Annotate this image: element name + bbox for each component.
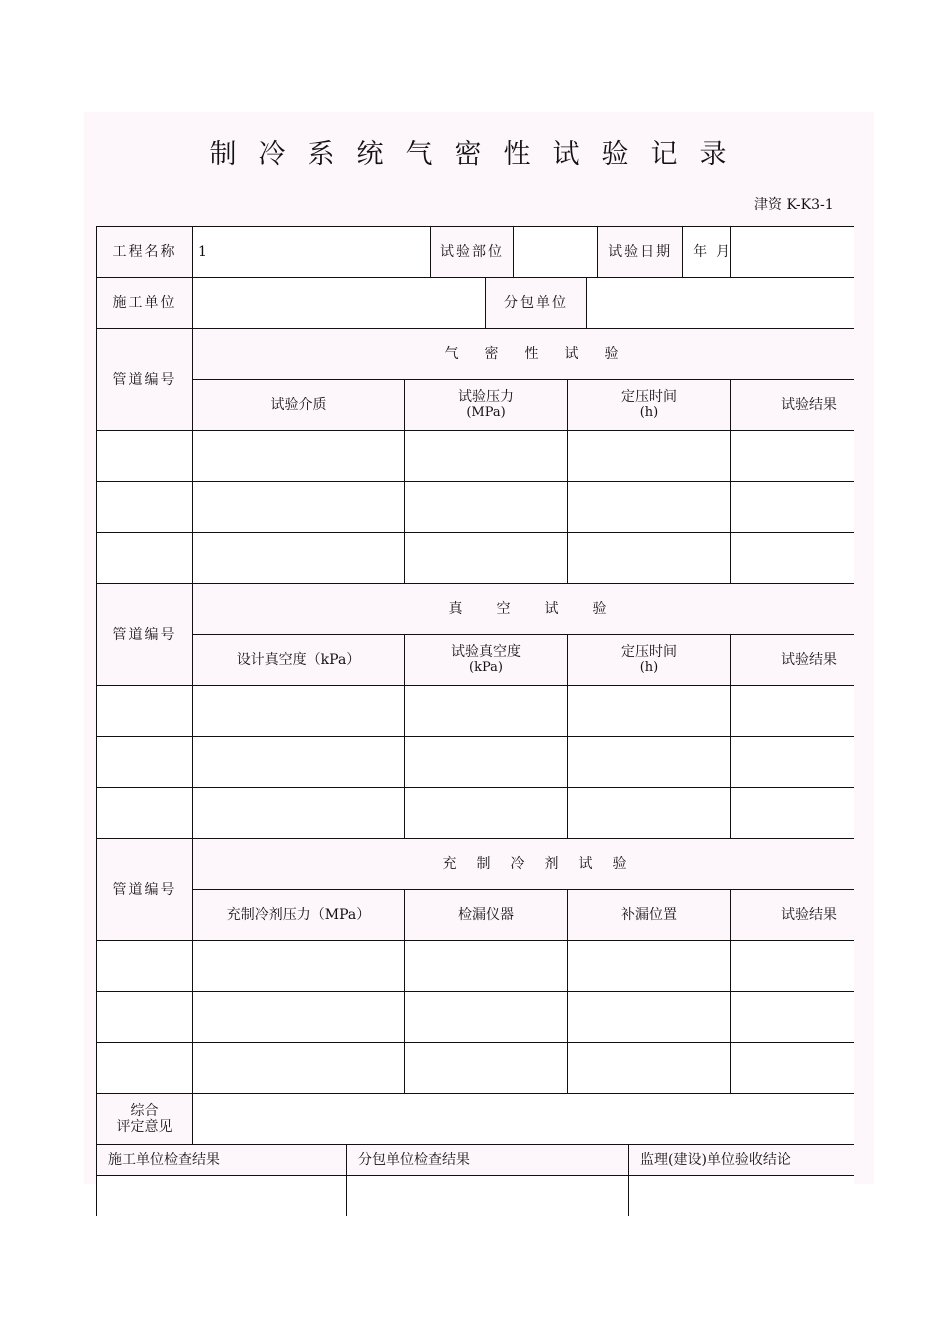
column-header: 试验压力 (MPa) [405, 380, 568, 431]
subcontractor-label: 分包单位 [486, 278, 587, 328]
table-row [97, 941, 855, 992]
column-header: 充制冷剂压力（MPa） [193, 890, 405, 941]
section-airtight-title-row [97, 329, 855, 380]
column-header: 定压时间 (h) [568, 635, 731, 686]
subcontractor-check-label: 分包单位检查结果 [347, 1145, 629, 1176]
pipe-number-label: 管道编号 [97, 584, 193, 686]
table-row [97, 737, 855, 788]
pipe-number-label: 管道编号 [97, 329, 193, 431]
column-header: 试验结果 [731, 380, 855, 431]
table-row [97, 788, 855, 839]
form-code: 津资 K-K3-1 [754, 197, 834, 213]
column-header: 试验介质 [193, 380, 405, 431]
record-table [96, 226, 854, 1145]
column-header: 设计真空度（kPa） [193, 635, 405, 686]
table-row [97, 482, 855, 533]
table-row [97, 533, 855, 584]
section-vacuum-title-row [97, 584, 855, 635]
signoff-table [96, 1145, 854, 1216]
table-row [97, 431, 855, 482]
project-name-field[interactable]: 1 [193, 227, 431, 277]
project-row [97, 227, 855, 278]
column-header: 试验真空度 (kPa) [405, 635, 568, 686]
supervisor-conclusion-label: 监理(建设)单位验收结论 [629, 1145, 855, 1176]
project-name-label: 工程名称 [97, 227, 193, 278]
signoff-row [97, 1176, 855, 1217]
test-part-field[interactable] [514, 227, 598, 277]
column-header: 试验结果 [731, 890, 855, 941]
contractor-signoff-field[interactable] [97, 1176, 347, 1217]
test-date-field[interactable]: 年 月 [683, 227, 730, 277]
contractor-label: 施工单位 [97, 278, 193, 329]
supervisor-signoff-field[interactable] [629, 1176, 855, 1217]
column-header: 定压时间 (h) [568, 380, 731, 431]
subcontractor-field[interactable] [587, 278, 854, 328]
column-header: 试验结果 [731, 635, 855, 686]
test-part-label: 试验部位 [431, 227, 514, 277]
test-date-label: 试验日期 [598, 227, 683, 277]
section-header-row [97, 380, 855, 431]
section-title: 气密性试验 [193, 329, 855, 380]
signoff-header-row [97, 1145, 855, 1176]
contractor-field[interactable] [193, 278, 486, 328]
subcontractor-signoff-field[interactable] [347, 1176, 629, 1217]
section-title: 充制冷剂试验 [193, 839, 855, 890]
pipe-number-label: 管道编号 [97, 839, 193, 941]
column-header: 补漏位置 [568, 890, 731, 941]
table-row [97, 686, 855, 737]
table-row [97, 992, 855, 1043]
section-header-row [97, 890, 855, 941]
section-header-row [97, 635, 855, 686]
contractor-check-label: 施工单位检查结果 [97, 1145, 347, 1176]
section-title: 真空试验 [193, 584, 855, 635]
section-refrigerant-title-row [97, 839, 855, 890]
page-title: 制冷系统气密性试验记录 [209, 139, 749, 170]
summary-field[interactable] [193, 1094, 855, 1145]
summary-row [97, 1094, 855, 1145]
column-header: 检漏仪器 [405, 890, 568, 941]
contractor-row [97, 278, 855, 329]
table-row [97, 1043, 855, 1094]
form-area [96, 226, 854, 1216]
summary-label: 综合 评定意见 [97, 1094, 193, 1145]
